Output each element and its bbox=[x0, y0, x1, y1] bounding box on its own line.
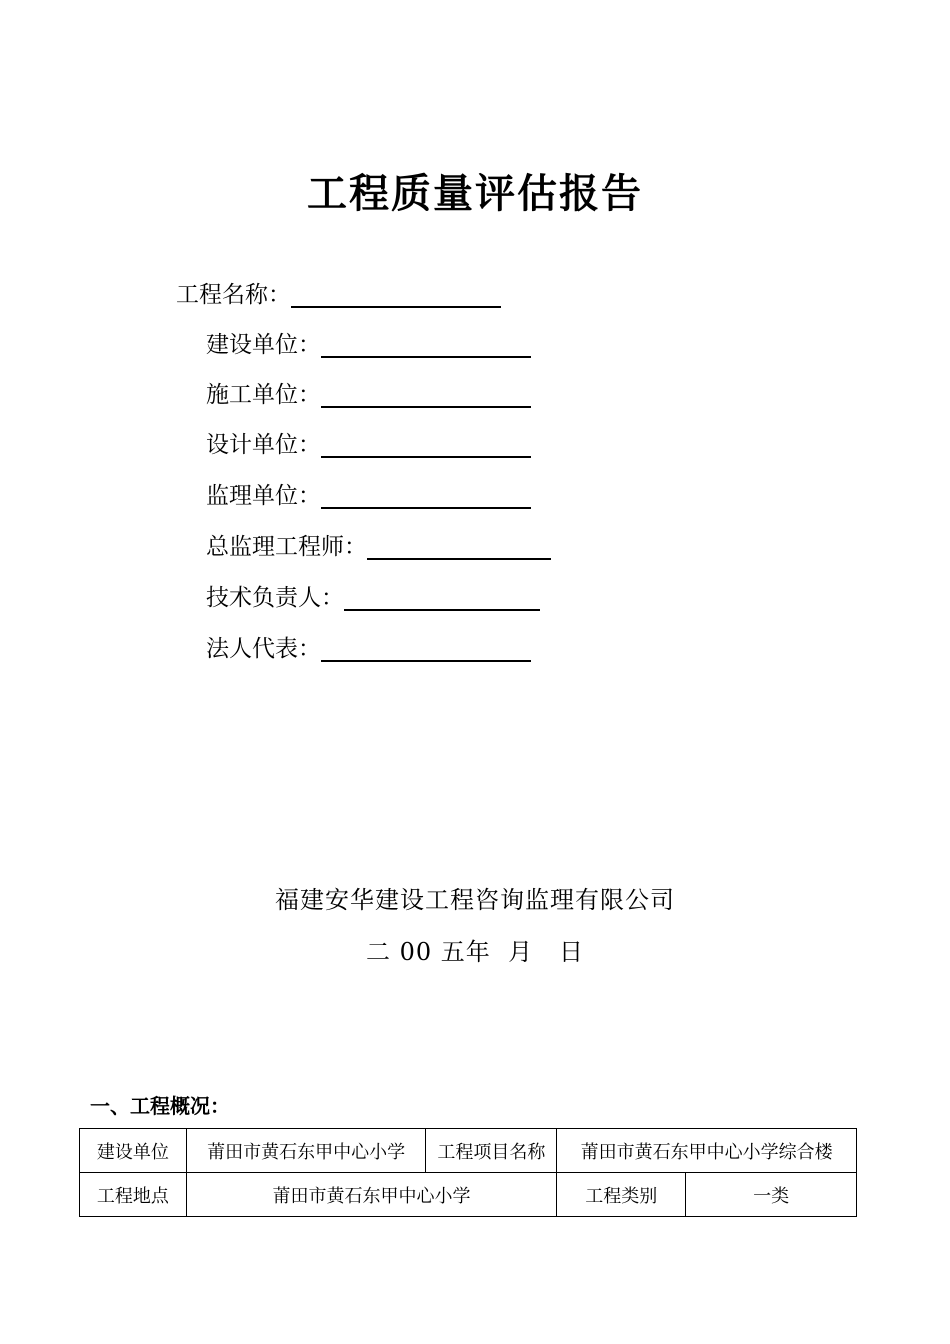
table-row bbox=[80, 1173, 857, 1217]
field-label: 设计单位： bbox=[206, 432, 321, 458]
table-cell-label: 工程项目名称 bbox=[426, 1129, 557, 1173]
table-row bbox=[80, 1129, 857, 1173]
field-label: 总监理工程师： bbox=[206, 534, 367, 560]
report-date: 二 00 五年 月 日 bbox=[366, 938, 584, 966]
company-name: 福建安华建设工程咨询监理有限公司 bbox=[275, 886, 675, 914]
document-title: 工程质量评估报告 bbox=[307, 171, 643, 217]
field-label: 监理单位： bbox=[206, 483, 321, 509]
table-cell-label: 建设单位 bbox=[80, 1129, 187, 1173]
field-project-name bbox=[176, 278, 501, 312]
field-label: 技术负责人： bbox=[206, 585, 344, 611]
blank-line bbox=[344, 581, 540, 611]
table-cell-value: 一类 bbox=[686, 1173, 857, 1217]
blank-line bbox=[321, 479, 531, 509]
field-label: 施工单位： bbox=[206, 382, 321, 408]
field-label: 法人代表： bbox=[206, 636, 321, 662]
blank-line bbox=[321, 632, 531, 662]
table-cell-value: 莆田市黄石东甲中心小学 bbox=[186, 1129, 426, 1173]
field-legal-representative bbox=[206, 632, 531, 666]
field-technical-lead bbox=[206, 581, 540, 615]
field-label: 工程名称： bbox=[176, 282, 291, 308]
field-chief-supervisor bbox=[206, 530, 551, 564]
project-overview-table bbox=[79, 1128, 857, 1217]
field-builder-unit bbox=[206, 378, 531, 412]
table-cell-label: 工程类别 bbox=[557, 1173, 686, 1217]
table-cell-value: 莆田市黄石东甲中心小学 bbox=[186, 1173, 557, 1217]
blank-line bbox=[367, 530, 551, 560]
blank-line bbox=[321, 378, 531, 408]
table-cell-label: 工程地点 bbox=[80, 1173, 187, 1217]
blank-line bbox=[291, 278, 501, 308]
field-supervision-unit bbox=[206, 479, 531, 513]
blank-line bbox=[321, 428, 531, 458]
field-label: 建设单位： bbox=[206, 332, 321, 358]
blank-line bbox=[321, 328, 531, 358]
field-construction-unit bbox=[206, 328, 531, 362]
table-cell-value: 莆田市黄石东甲中心小学综合楼 bbox=[557, 1129, 857, 1173]
field-design-unit bbox=[206, 428, 531, 462]
section-heading: 一、工程概况： bbox=[90, 1094, 230, 1118]
